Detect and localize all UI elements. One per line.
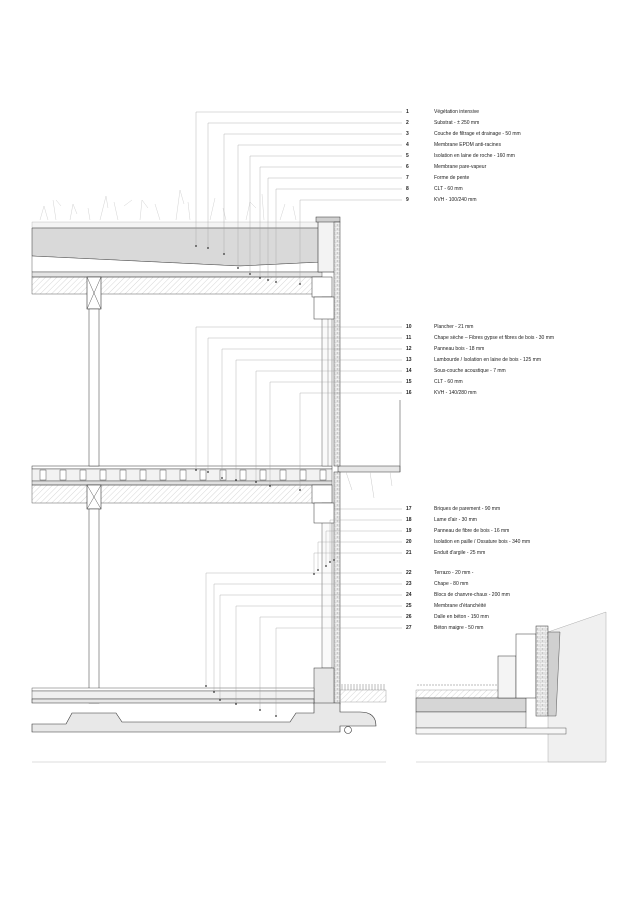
legend-number: 6 <box>406 164 409 170</box>
leader-dot <box>275 715 277 717</box>
legend-text: Lambourde / Isolation en laine de bois - 125 mm <box>434 357 542 363</box>
legend-number: 8 <box>406 186 409 192</box>
leader-dot <box>299 283 301 285</box>
legend-text: Isolation en paille / Ossature bois - 340 mm <box>434 539 531 545</box>
leader-line <box>196 327 402 470</box>
leader-dot <box>299 489 301 491</box>
leader-lines <box>196 112 402 716</box>
leader-dot <box>333 559 335 561</box>
legend-text: KVH - 100/240 mm <box>434 197 477 203</box>
legend-text: Chape sèche – Fibres gypse et fibres de bois - 30 mm <box>434 335 555 341</box>
leader-dot <box>269 485 271 487</box>
leader-line <box>334 509 402 560</box>
leader-dot <box>219 699 221 701</box>
leader-dot <box>255 481 257 483</box>
legend-number: 14 <box>406 368 412 374</box>
legend-text: Briques de parement - 90 mm <box>434 506 501 512</box>
leader-line <box>206 573 402 686</box>
legend-number: 13 <box>406 357 412 363</box>
legend-text: Membrane pare-vapeur <box>434 164 487 170</box>
legend-number: 2 <box>406 120 409 126</box>
legend-number: 1 <box>406 109 409 115</box>
legend-text: Chape - 80 mm <box>434 581 469 587</box>
leader-dot <box>317 569 319 571</box>
leader-line <box>208 338 402 472</box>
legend-number: 19 <box>406 528 412 534</box>
legend-text: Panneau de fibre de bois - 16 mm <box>434 528 510 534</box>
leader-dot <box>221 477 223 479</box>
leader-dot <box>325 565 327 567</box>
legend-text: Enduit d'argile - 25 mm <box>434 550 486 556</box>
leader-dot <box>195 469 197 471</box>
leader-dot <box>205 685 207 687</box>
legend-number: 24 <box>406 592 412 598</box>
roof-vegetation-sketch <box>40 190 296 220</box>
roof-clt-slab <box>32 272 322 277</box>
foundation-slab <box>32 699 376 732</box>
legend-number: 15 <box>406 379 412 385</box>
legend-number: 11 <box>406 335 412 341</box>
leader-dot <box>235 703 237 705</box>
legend-number: 23 <box>406 581 412 587</box>
roof-assembly <box>32 217 340 309</box>
legend-number: 7 <box>406 175 409 181</box>
leader-line <box>236 360 402 480</box>
legend-text: Dalle en béton - 150 mm <box>434 614 489 620</box>
balcony-slab <box>338 466 400 472</box>
facade-brick-upper <box>334 222 340 466</box>
legend-text: Terrazo - 20 mm - <box>434 570 474 576</box>
leader-line <box>222 349 402 478</box>
legend-text: CLT - 60 mm <box>434 186 463 192</box>
leader-dot <box>275 281 277 283</box>
legend-number: 20 <box>406 539 412 545</box>
legend-number: 21 <box>406 550 412 556</box>
leader-line <box>220 595 402 700</box>
legend-number: 27 <box>406 625 412 631</box>
legend-number: 5 <box>406 153 409 159</box>
leader-dot <box>235 479 237 481</box>
retaining-wall-brick <box>536 626 548 716</box>
leader-line <box>214 584 402 692</box>
legend-number: 10 <box>406 324 412 330</box>
legend-text: Plancher - 21 mm <box>434 324 474 330</box>
leader-dot <box>223 253 225 255</box>
roof-edge-beam <box>312 277 332 297</box>
legend-text: Membrane d'étanchéité <box>434 603 487 609</box>
roof-parapet-cap <box>316 217 340 222</box>
window-frame-upper <box>314 297 334 319</box>
legend-text: KVH - 140/280 mm <box>434 390 477 396</box>
legend-text: Substrat - ± 250 mm <box>434 120 480 126</box>
floor-joist-marks <box>40 470 326 480</box>
leader-dot <box>249 273 251 275</box>
legend-text: Sous-couche acoustique - 7 mm <box>434 368 506 374</box>
legend-number: 18 <box>406 517 412 523</box>
legend-number: 12 <box>406 346 412 352</box>
leader-dot <box>329 561 331 563</box>
legend-text: Membrane EPDM anti-racines <box>434 142 501 148</box>
legend-number: 3 <box>406 131 409 137</box>
legend-text: Végétation intensive <box>434 109 480 115</box>
leader-dot <box>259 709 261 711</box>
legend-number: 16 <box>406 390 412 396</box>
facade-brick-lower <box>334 472 340 704</box>
leader-dot <box>207 247 209 249</box>
legend-number: 25 <box>406 603 412 609</box>
leader-dot <box>207 471 209 473</box>
legend-text: Isolation en laine de roche - 160 mm <box>434 153 515 159</box>
leader-dot <box>237 267 239 269</box>
plinth-block <box>314 668 334 704</box>
retaining-wall-detail <box>416 612 606 762</box>
legend-number: 17 <box>406 506 412 512</box>
intermediate-floor <box>32 400 400 509</box>
roof-vegetation-layer <box>32 222 322 228</box>
leader-line <box>330 520 402 562</box>
legend-number: 26 <box>406 614 412 620</box>
legend-text: Lame d'air - 30 mm <box>434 517 477 523</box>
leader-dot <box>267 279 269 281</box>
legend-text: Béton maigre - 50 mm <box>434 625 484 631</box>
legend-text: Panneau bois - 18 mm <box>434 346 485 352</box>
legend-number: 4 <box>406 142 409 148</box>
leader-dot <box>195 245 197 247</box>
leader-dot <box>213 691 215 693</box>
leader-dot <box>313 573 315 575</box>
legend-text: Forme de pente <box>434 175 470 181</box>
legend-number: 22 <box>406 570 412 576</box>
roof-joist-zone <box>32 277 322 294</box>
legend-text: CLT - 60 mm <box>434 379 463 385</box>
drain-pipe <box>345 727 352 734</box>
legend-text: Blocs de chanvre-chaux - 200 mm <box>434 592 510 598</box>
legend-text: Couche de filtrage et drainage - 50 mm <box>434 131 521 137</box>
leader-dot <box>259 277 261 279</box>
legend-number: 9 <box>406 197 409 203</box>
